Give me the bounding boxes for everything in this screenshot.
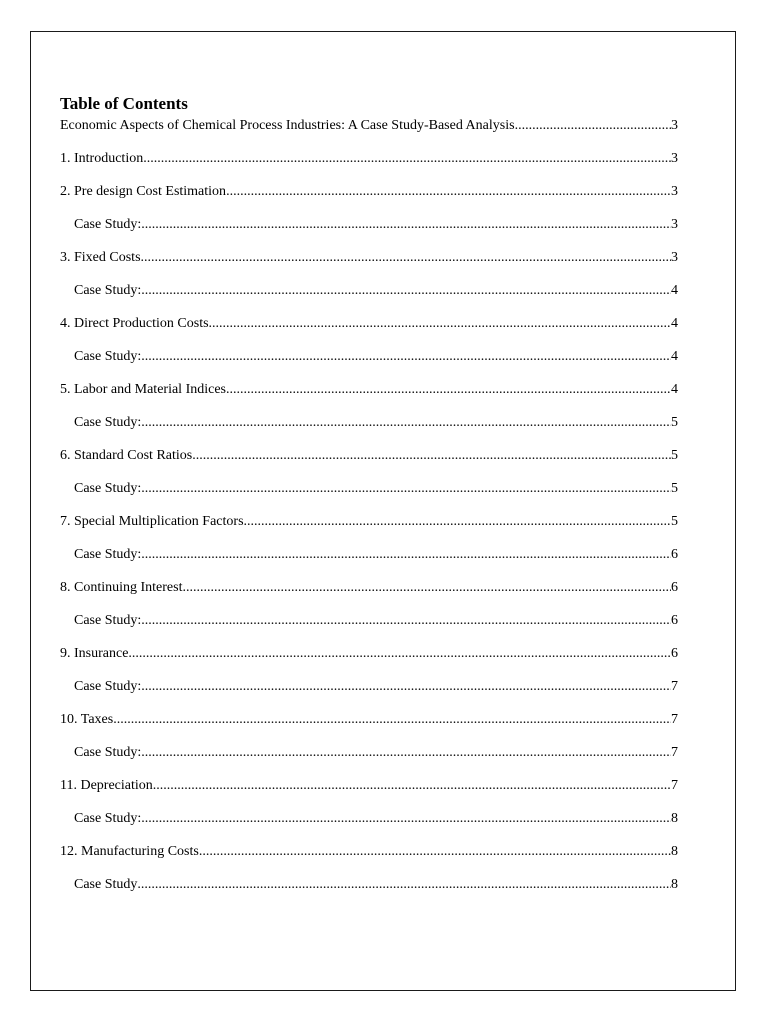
toc-dot-leader — [141, 281, 671, 301]
toc-entry-label: 3. Fixed Costs — [60, 250, 141, 265]
toc-page-number: 6 — [671, 613, 678, 628]
toc-page-number: 3 — [671, 118, 678, 133]
toc-dot-leader — [137, 875, 671, 895]
toc-subentry[interactable] — [60, 215, 678, 235]
toc-dot-leader — [143, 149, 671, 169]
toc-entry[interactable] — [60, 182, 678, 202]
toc-entry[interactable] — [60, 446, 678, 466]
toc-entry-label: Case Study: — [74, 679, 142, 694]
toc-entry[interactable] — [60, 578, 678, 598]
toc-dot-leader — [183, 578, 672, 598]
toc-entry[interactable] — [60, 842, 678, 862]
toc-entry-label: Case Study: — [74, 613, 142, 628]
toc-entry-label: Case Study — [74, 877, 138, 892]
toc-entry-label: 1. Introduction — [60, 151, 144, 166]
toc-page-number: 8 — [671, 811, 678, 826]
toc-page-number: 5 — [671, 514, 678, 529]
toc-page-number: 8 — [671, 844, 678, 859]
toc-subentry[interactable] — [60, 545, 678, 565]
toc-entry-label: Economic Aspects of Chemical Process Industries: A Case Study-Based Analysis — [60, 118, 515, 133]
toc-dot-leader — [199, 842, 671, 862]
toc-page-number: 5 — [671, 481, 678, 496]
toc-page-number: 3 — [671, 250, 678, 265]
toc-subentry[interactable] — [60, 347, 678, 367]
toc-entry-label: 10. Taxes — [60, 712, 114, 727]
toc-page-number: 8 — [671, 877, 678, 892]
toc-entry-label: 6. Standard Cost Ratios — [60, 448, 193, 463]
toc-list — [60, 116, 678, 895]
toc-entry-label: 9. Insurance — [60, 646, 129, 661]
toc-page-number: 4 — [671, 316, 678, 331]
toc-subentry[interactable] — [60, 413, 678, 433]
toc-dot-leader — [226, 380, 671, 400]
toc-entry[interactable] — [60, 248, 678, 268]
toc-entry-label: Case Study: — [74, 745, 142, 760]
toc-dot-leader — [226, 182, 671, 202]
toc-subentry[interactable] — [60, 809, 678, 829]
toc-page-number: 5 — [671, 448, 678, 463]
toc-subentry[interactable] — [60, 875, 678, 895]
toc-page-number: 6 — [671, 547, 678, 562]
toc-dot-leader — [141, 809, 671, 829]
toc-dot-leader — [192, 446, 671, 466]
toc-dot-leader — [141, 413, 671, 433]
toc-entry[interactable] — [60, 116, 678, 136]
toc-entry[interactable] — [60, 314, 678, 334]
toc-page-number: 3 — [671, 151, 678, 166]
toc-page-number: 7 — [671, 712, 678, 727]
toc-page-number: 7 — [671, 778, 678, 793]
toc-dot-leader — [244, 512, 671, 532]
toc-entry-label: 12. Manufacturing Costs — [60, 844, 199, 859]
toc-page-number: 3 — [671, 217, 678, 232]
toc-dot-leader — [141, 545, 671, 565]
toc-entry-label: 11. Depreciation — [60, 778, 153, 793]
toc-entry-label: 8. Continuing Interest — [60, 580, 183, 595]
toc-dot-leader — [515, 116, 671, 136]
toc-entry[interactable] — [60, 380, 678, 400]
toc-entry-label: Case Study: — [74, 349, 142, 364]
toc-page-number: 4 — [671, 382, 678, 397]
toc-entry[interactable] — [60, 776, 678, 796]
toc-dot-leader — [128, 644, 671, 664]
toc-subentry[interactable] — [60, 743, 678, 763]
toc-dot-leader — [141, 248, 671, 268]
toc-entry-label: 2. Pre design Cost Estimation — [60, 184, 227, 199]
toc-dot-leader — [141, 677, 671, 697]
toc-entry-label: Case Study: — [74, 547, 142, 562]
toc-entry-label: Case Study: — [74, 217, 142, 232]
toc-entry[interactable] — [60, 149, 678, 169]
toc-entry-label: Case Study: — [74, 415, 142, 430]
toc-page-number: 7 — [671, 745, 678, 760]
toc-entry[interactable] — [60, 512, 678, 532]
table-of-contents — [60, 94, 678, 908]
toc-page-number: 6 — [671, 646, 678, 661]
toc-entry-label: Case Study: — [74, 481, 142, 496]
toc-page-number: 5 — [671, 415, 678, 430]
toc-dot-leader — [141, 743, 671, 763]
toc-dot-leader — [141, 347, 671, 367]
toc-subentry[interactable] — [60, 281, 678, 301]
toc-subentry[interactable] — [60, 611, 678, 631]
toc-subentry[interactable] — [60, 677, 678, 697]
toc-entry-label: Case Study: — [74, 283, 142, 298]
toc-dot-leader — [153, 776, 671, 796]
toc-title: Table of Contents — [60, 94, 188, 113]
toc-dot-leader — [113, 710, 671, 730]
toc-page-number: 4 — [671, 349, 678, 364]
toc-page-number: 4 — [671, 283, 678, 298]
toc-page-number: 6 — [671, 580, 678, 595]
toc-entry[interactable] — [60, 710, 678, 730]
toc-entry-label: Case Study: — [74, 811, 142, 826]
toc-dot-leader — [141, 215, 671, 235]
toc-entry-label: 5. Labor and Material Indices — [60, 382, 226, 397]
toc-subentry[interactable] — [60, 479, 678, 499]
toc-dot-leader — [141, 479, 671, 499]
toc-page-number: 7 — [671, 679, 678, 694]
toc-page-number: 3 — [671, 184, 678, 199]
toc-entry-label: 7. Special Multiplication Factors — [60, 514, 244, 529]
toc-dot-leader — [141, 611, 671, 631]
toc-entry-label: 4. Direct Production Costs — [60, 316, 209, 331]
toc-dot-leader — [209, 314, 671, 334]
toc-entry[interactable] — [60, 644, 678, 664]
